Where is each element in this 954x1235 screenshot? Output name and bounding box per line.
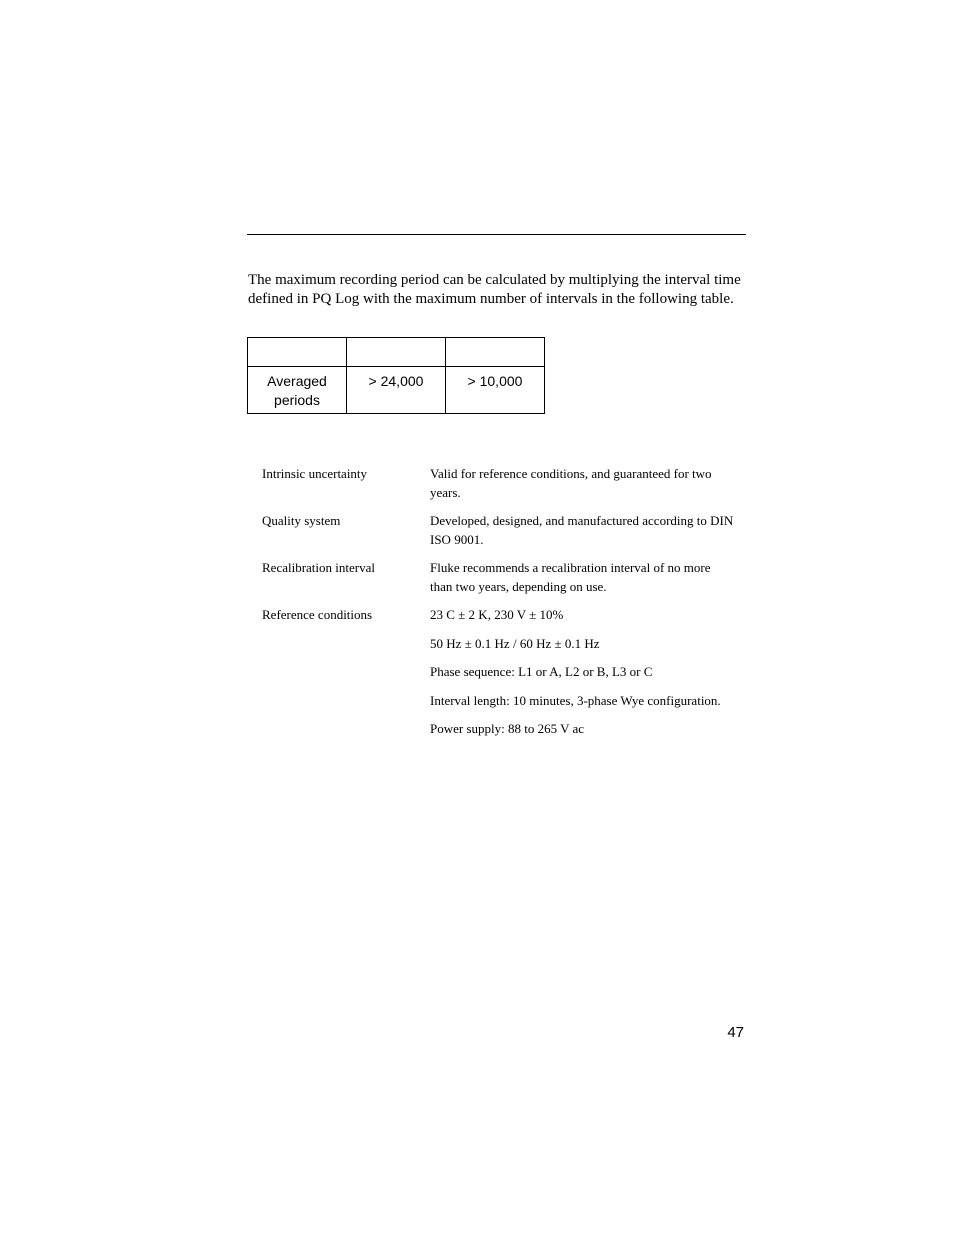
table-cell: Averaged periods (248, 367, 347, 414)
spec-label: Reference conditions (262, 607, 373, 622)
spec-value: Developed, designed, and manufactured according to DIN ISO 9001. (430, 513, 734, 547)
table-cell: > 24,000 (347, 367, 446, 414)
spec-row-reference-conditions (262, 606, 742, 749)
spec-value: Power supply: 88 to 265 V ac (430, 721, 585, 736)
max-intervals-table (247, 337, 545, 414)
intro-paragraph: The maximum recording period can be calculated by multiplying the interval time defined in PQ Log with the maximum number of intervals in the following table. (248, 272, 741, 307)
spec-row-quality-system (262, 512, 742, 559)
spec-values (430, 465, 736, 512)
spec-row-recalibration-interval (262, 559, 742, 606)
table-header-cell (347, 338, 446, 367)
spec-value: 23 C ± 2 K, 230 V ± 10% (430, 607, 564, 622)
spec-list (262, 465, 742, 749)
table-header-cell (248, 338, 347, 367)
spec-label: Intrinsic uncertainty (262, 466, 368, 481)
spec-value: Fluke recommends a recalibration interval of no more than two years, depending on use. (430, 560, 711, 594)
table-row (248, 367, 545, 414)
spec-values (430, 606, 736, 749)
page-number: 47 (727, 1024, 744, 1041)
spec-values (430, 512, 736, 559)
spec-value: Phase sequence: L1 or A, L2 or B, L3 or C (430, 664, 653, 679)
table-cell: > 10,000 (446, 367, 545, 414)
spec-value: Valid for reference conditions, and guaranteed for two years. (430, 466, 712, 500)
spec-value: Interval length: 10 minutes, 3-phase Wye configuration. (430, 692, 721, 708)
table-header-cell (446, 338, 545, 367)
spec-value: 50 Hz ± 0.1 Hz / 60 Hz ± 0.1 Hz (430, 635, 600, 651)
spec-label: Recalibration interval (262, 560, 375, 575)
table-header-row (248, 338, 545, 367)
header-rule (247, 234, 746, 235)
spec-label: Quality system (262, 513, 341, 528)
spec-row-intrinsic-uncertainty (262, 465, 742, 512)
spec-values (430, 559, 736, 606)
